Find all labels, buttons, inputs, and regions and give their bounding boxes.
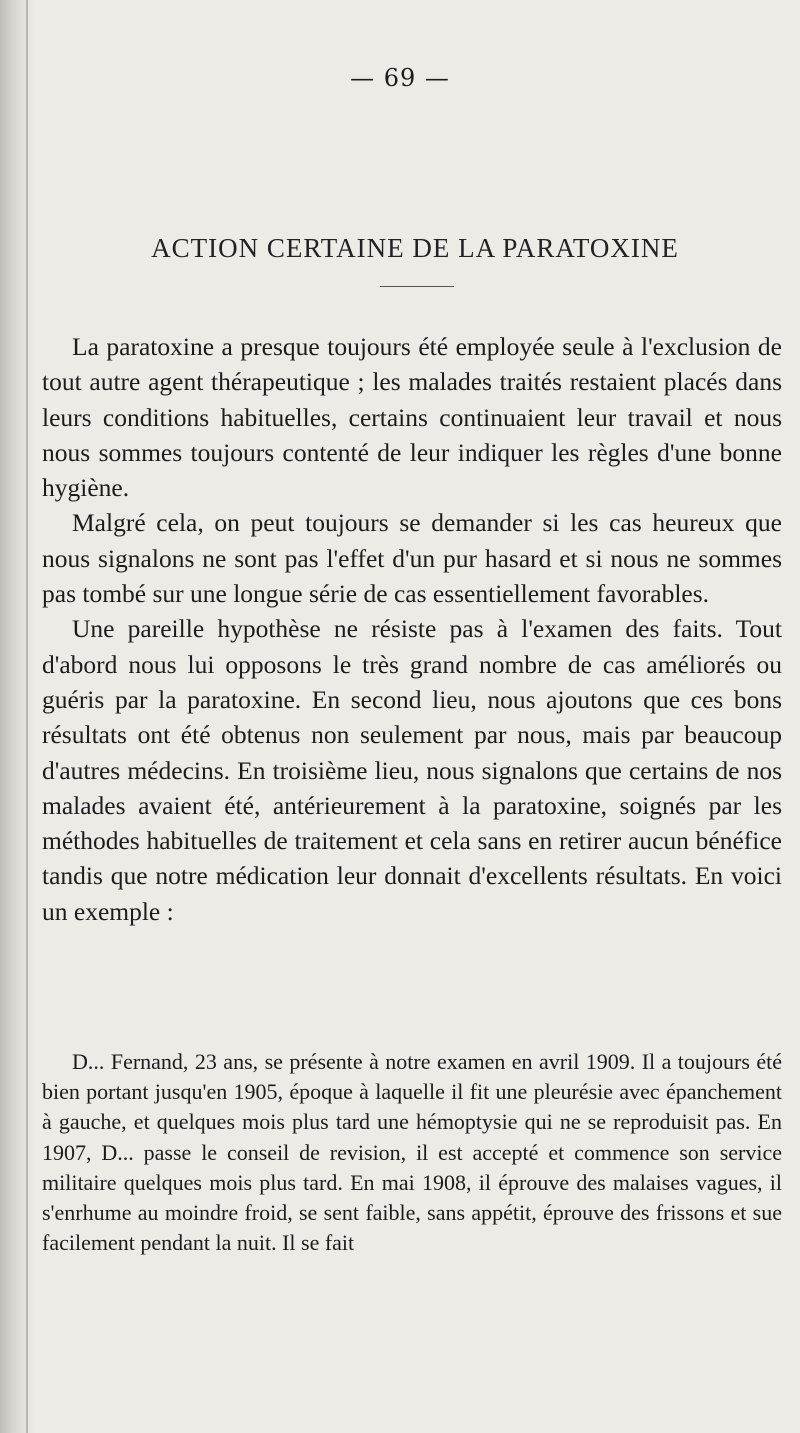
title-rule [380, 286, 454, 287]
case-report [42, 1047, 782, 1258]
paragraph-2: Malgré cela, on peut toujours se demander si les cas heureux que nous signalons ne sont pas l'effet d'un pur hasard et si nous ne sommes pas tombé sur une longue série de cas essentiellement favorables. [42, 508, 782, 609]
main-text [42, 329, 782, 929]
chapter-title: ACTION CERTAINE DE LA PARATOXINE [151, 233, 679, 263]
book-spine-edge [26, 0, 28, 1433]
case-paragraph: D... Fernand, 23 ans, se présente à notre examen en avril 1909. Il a toujours été bien portant jusqu'en 1905, époque à laquelle il fit une pleurésie avec épanchement à gauche, et quelques mois plus tard une hémoptysie qui ne se reproduisit pas. En 1907, D... passe le conseil de revision, il est accepté et commence son service militaire quelques mois plus tard. En mai 1908, il éprouve des malaises vagues, il s'enrhume au moindre froid, se sent faible, sans appétit, éprouve des frissons et sue facilement pendant la nuit. Il se fait [42, 1049, 782, 1256]
paragraph-3: Une pareille hypothèse ne résiste pas à l'examen des faits. Tout d'abord nous lui opposons le très grand nombre de cas améliorés ou guéris par la paratoxine. En second lieu, nous ajoutons que ces bons résultats ont été obtenus non seulement par nous, mais par beaucoup d'autres médecins. En troisième lieu, nous signalons que certains de nos malades avaient été, antérieurement à la paratoxine, soignés par les méthodes habituelles de traitement et cela sans en retirer aucun bénéfice tandis que notre médication leur donnait d'excellents résultats. En voici un exemple : [42, 614, 782, 926]
page-number: — 69 — [350, 64, 450, 92]
page-binding-shadow [0, 0, 34, 1433]
paragraph-1: La paratoxine a presque toujours été employée seule à l'exclusion de tout autre agent thérapeutique ; les malades traités restaient placés dans leurs conditions habituelles, certains continuaient leur travail et nous nous sommes toujours contenté de leur indiquer les règles d'une bonne hygiène. [42, 332, 782, 503]
